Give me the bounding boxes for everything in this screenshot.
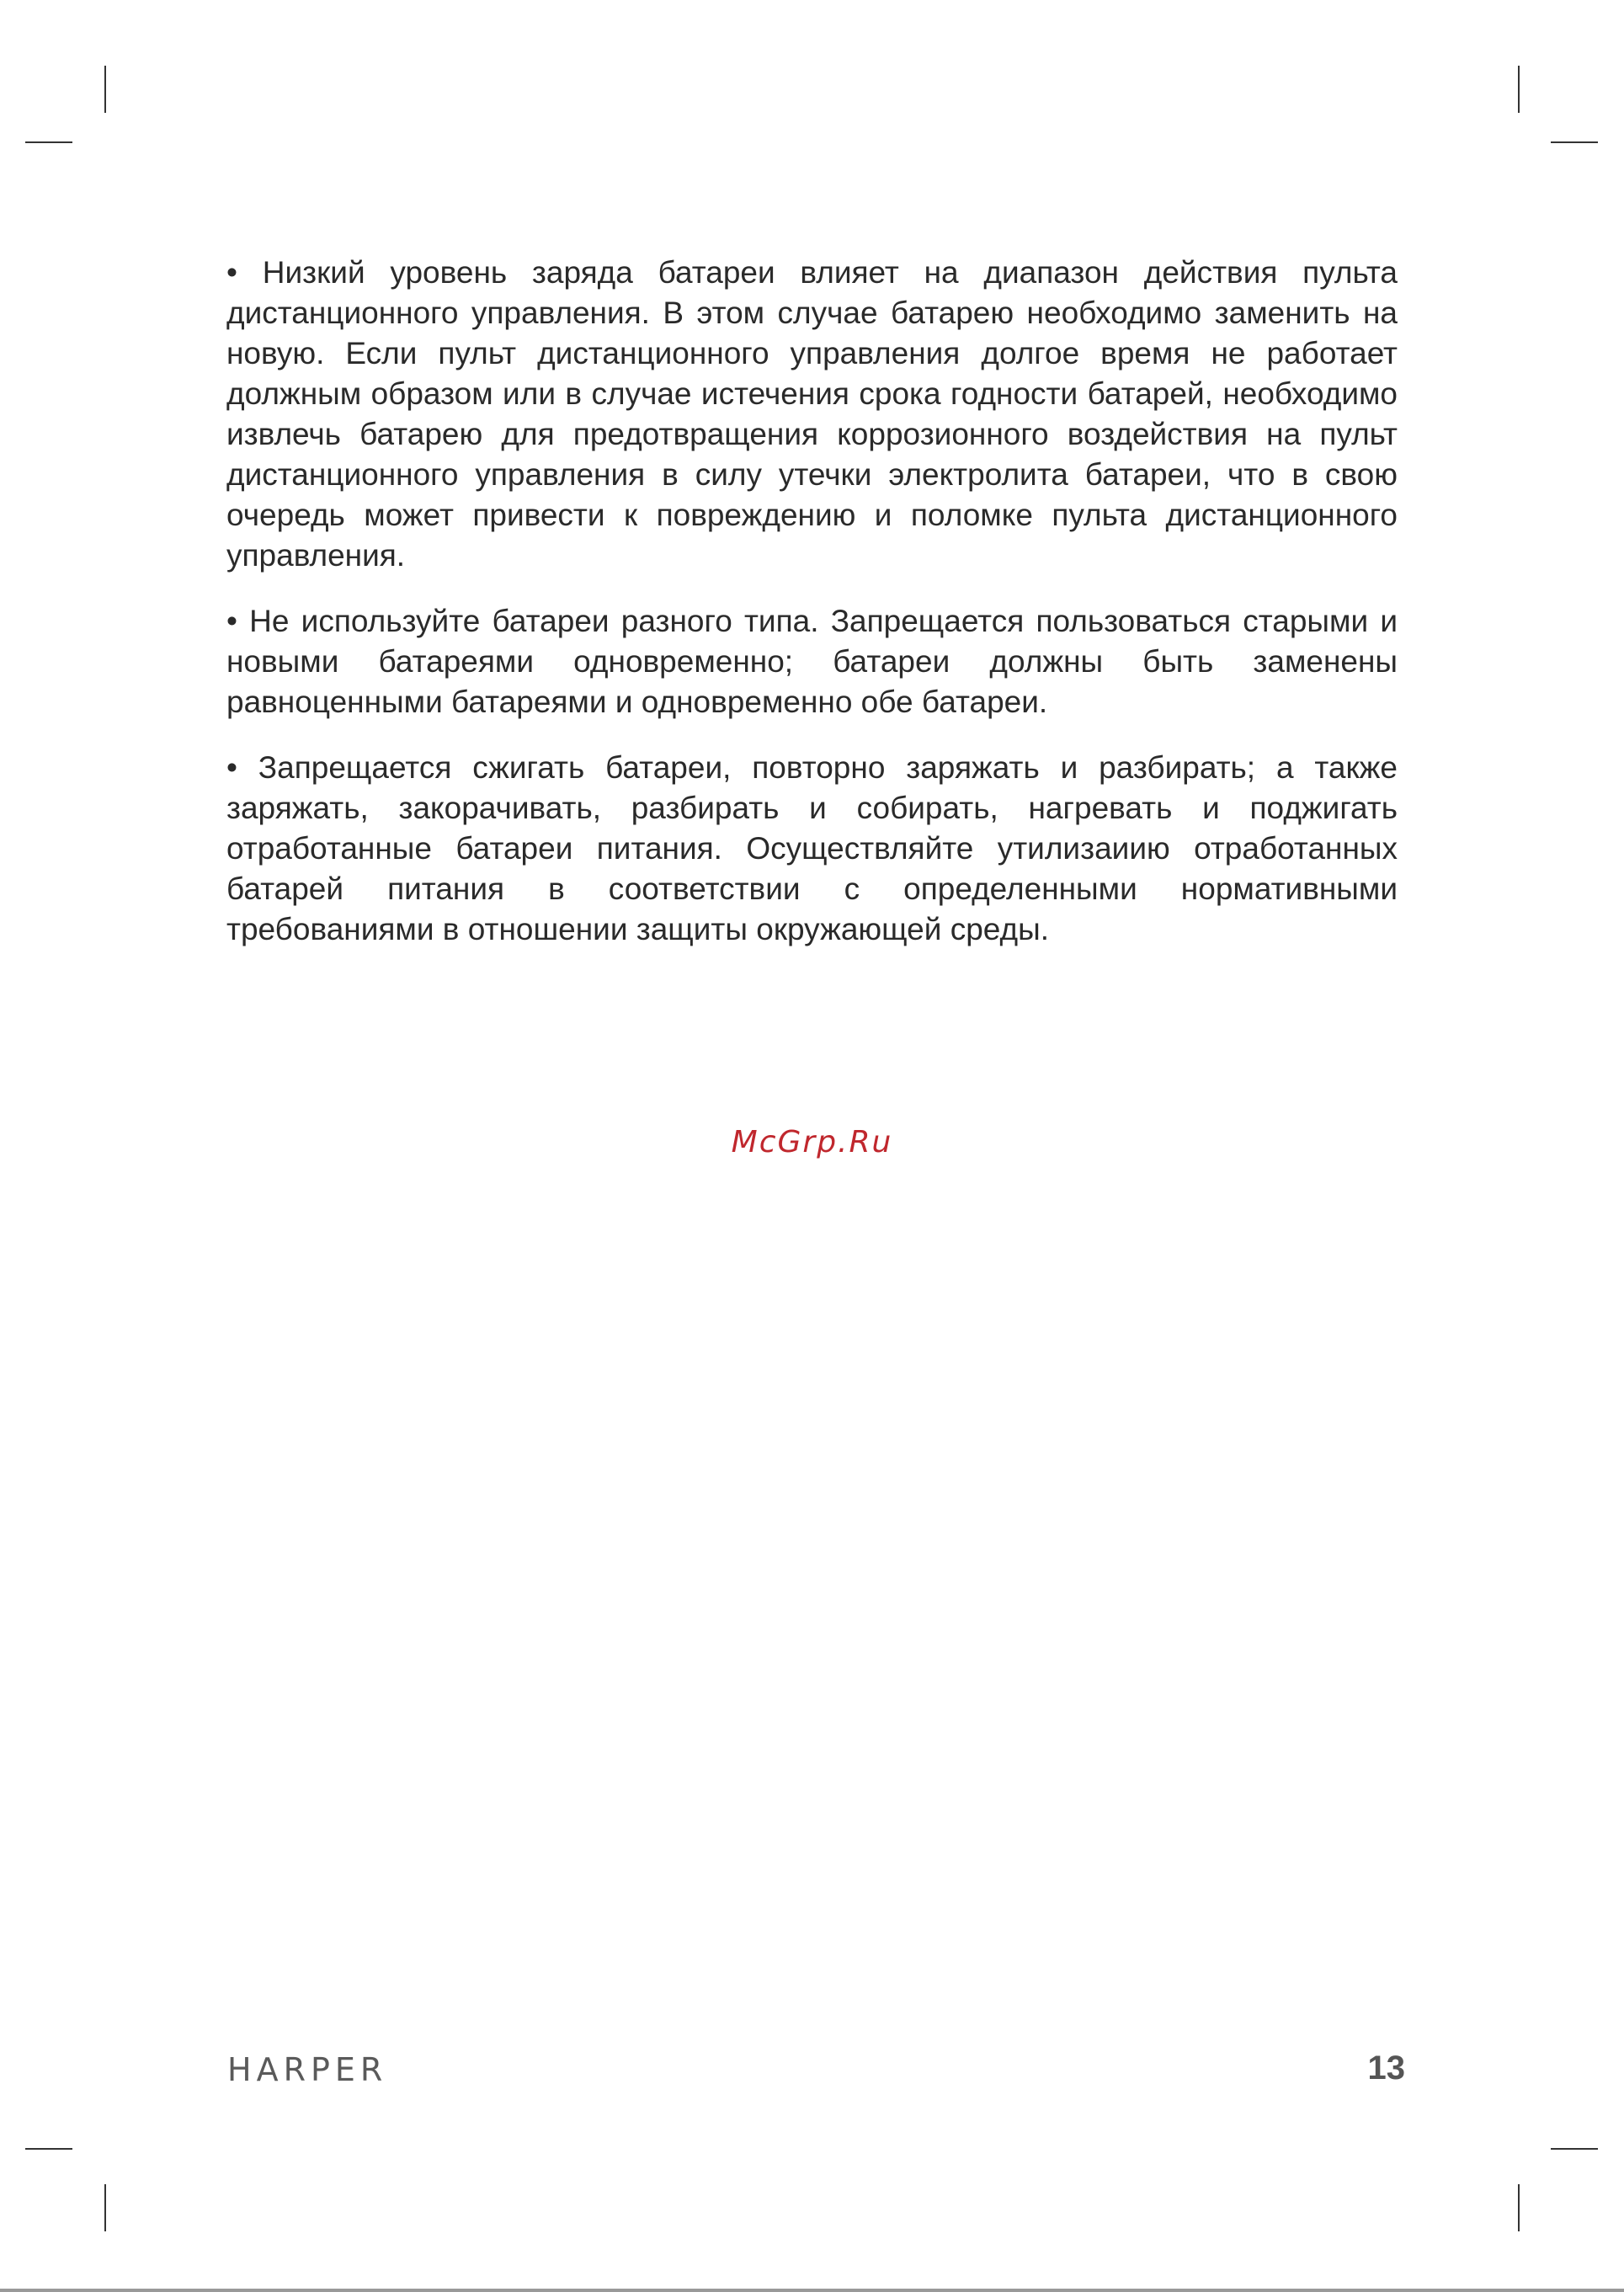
crop-mark-top-left-horizontal xyxy=(25,141,72,143)
crop-mark-bottom-right-horizontal xyxy=(1551,2148,1598,2150)
paragraph-battery-low: • Низкий уровень заряда батареи влияет на диапазон действия пульта дистанционного управления. В этом случае батарею необходимо заменить на новую. Если пульт дистанционного управления долгое время не работает должным образом или в случае истечения срока годности батарей, необходимо извлечь батарею для предотвращения коррозионного воздействия на пульт дистанционного управления в силу утечки электролита батареи, что в свою очередь может привести к повреждению и поломке пульта дистанционного управления. xyxy=(226,255,1398,573)
crop-mark-bottom-left-vertical xyxy=(104,2184,106,2231)
crop-mark-top-right-vertical xyxy=(1518,66,1520,113)
crop-mark-top-right-horizontal xyxy=(1551,141,1598,143)
watermark-text: McGrp.Ru xyxy=(731,1125,893,1159)
page-number: 13 xyxy=(1367,2049,1405,2087)
paragraph-battery-disposal: • Запрещается сжигать батареи, повторно заряжать и разбирать; а также заряжать, закорачивать, разбирать и собирать, нагревать и поджигать отработанные батареи питания. Осуществляйте утилизаиию отработанных батарей питания в соответствии с определенными нормативными требованиями в отношении защиты окружающей среды. xyxy=(226,750,1398,946)
bottom-edge-rule xyxy=(0,2289,1624,2292)
crop-mark-top-left-vertical xyxy=(104,66,106,113)
crop-mark-bottom-left-horizontal xyxy=(25,2148,72,2150)
brand-logo: HARPER xyxy=(227,2051,388,2088)
paragraph-battery-types: • Не используйте батареи разного типа. Запрещается пользоваться старыми и новыми батареями одновременно; батареи должны быть заменены равноценными батареями и одновременно обе батареи. xyxy=(226,604,1398,719)
crop-mark-bottom-right-vertical xyxy=(1518,2184,1520,2231)
body-text xyxy=(226,253,1398,975)
